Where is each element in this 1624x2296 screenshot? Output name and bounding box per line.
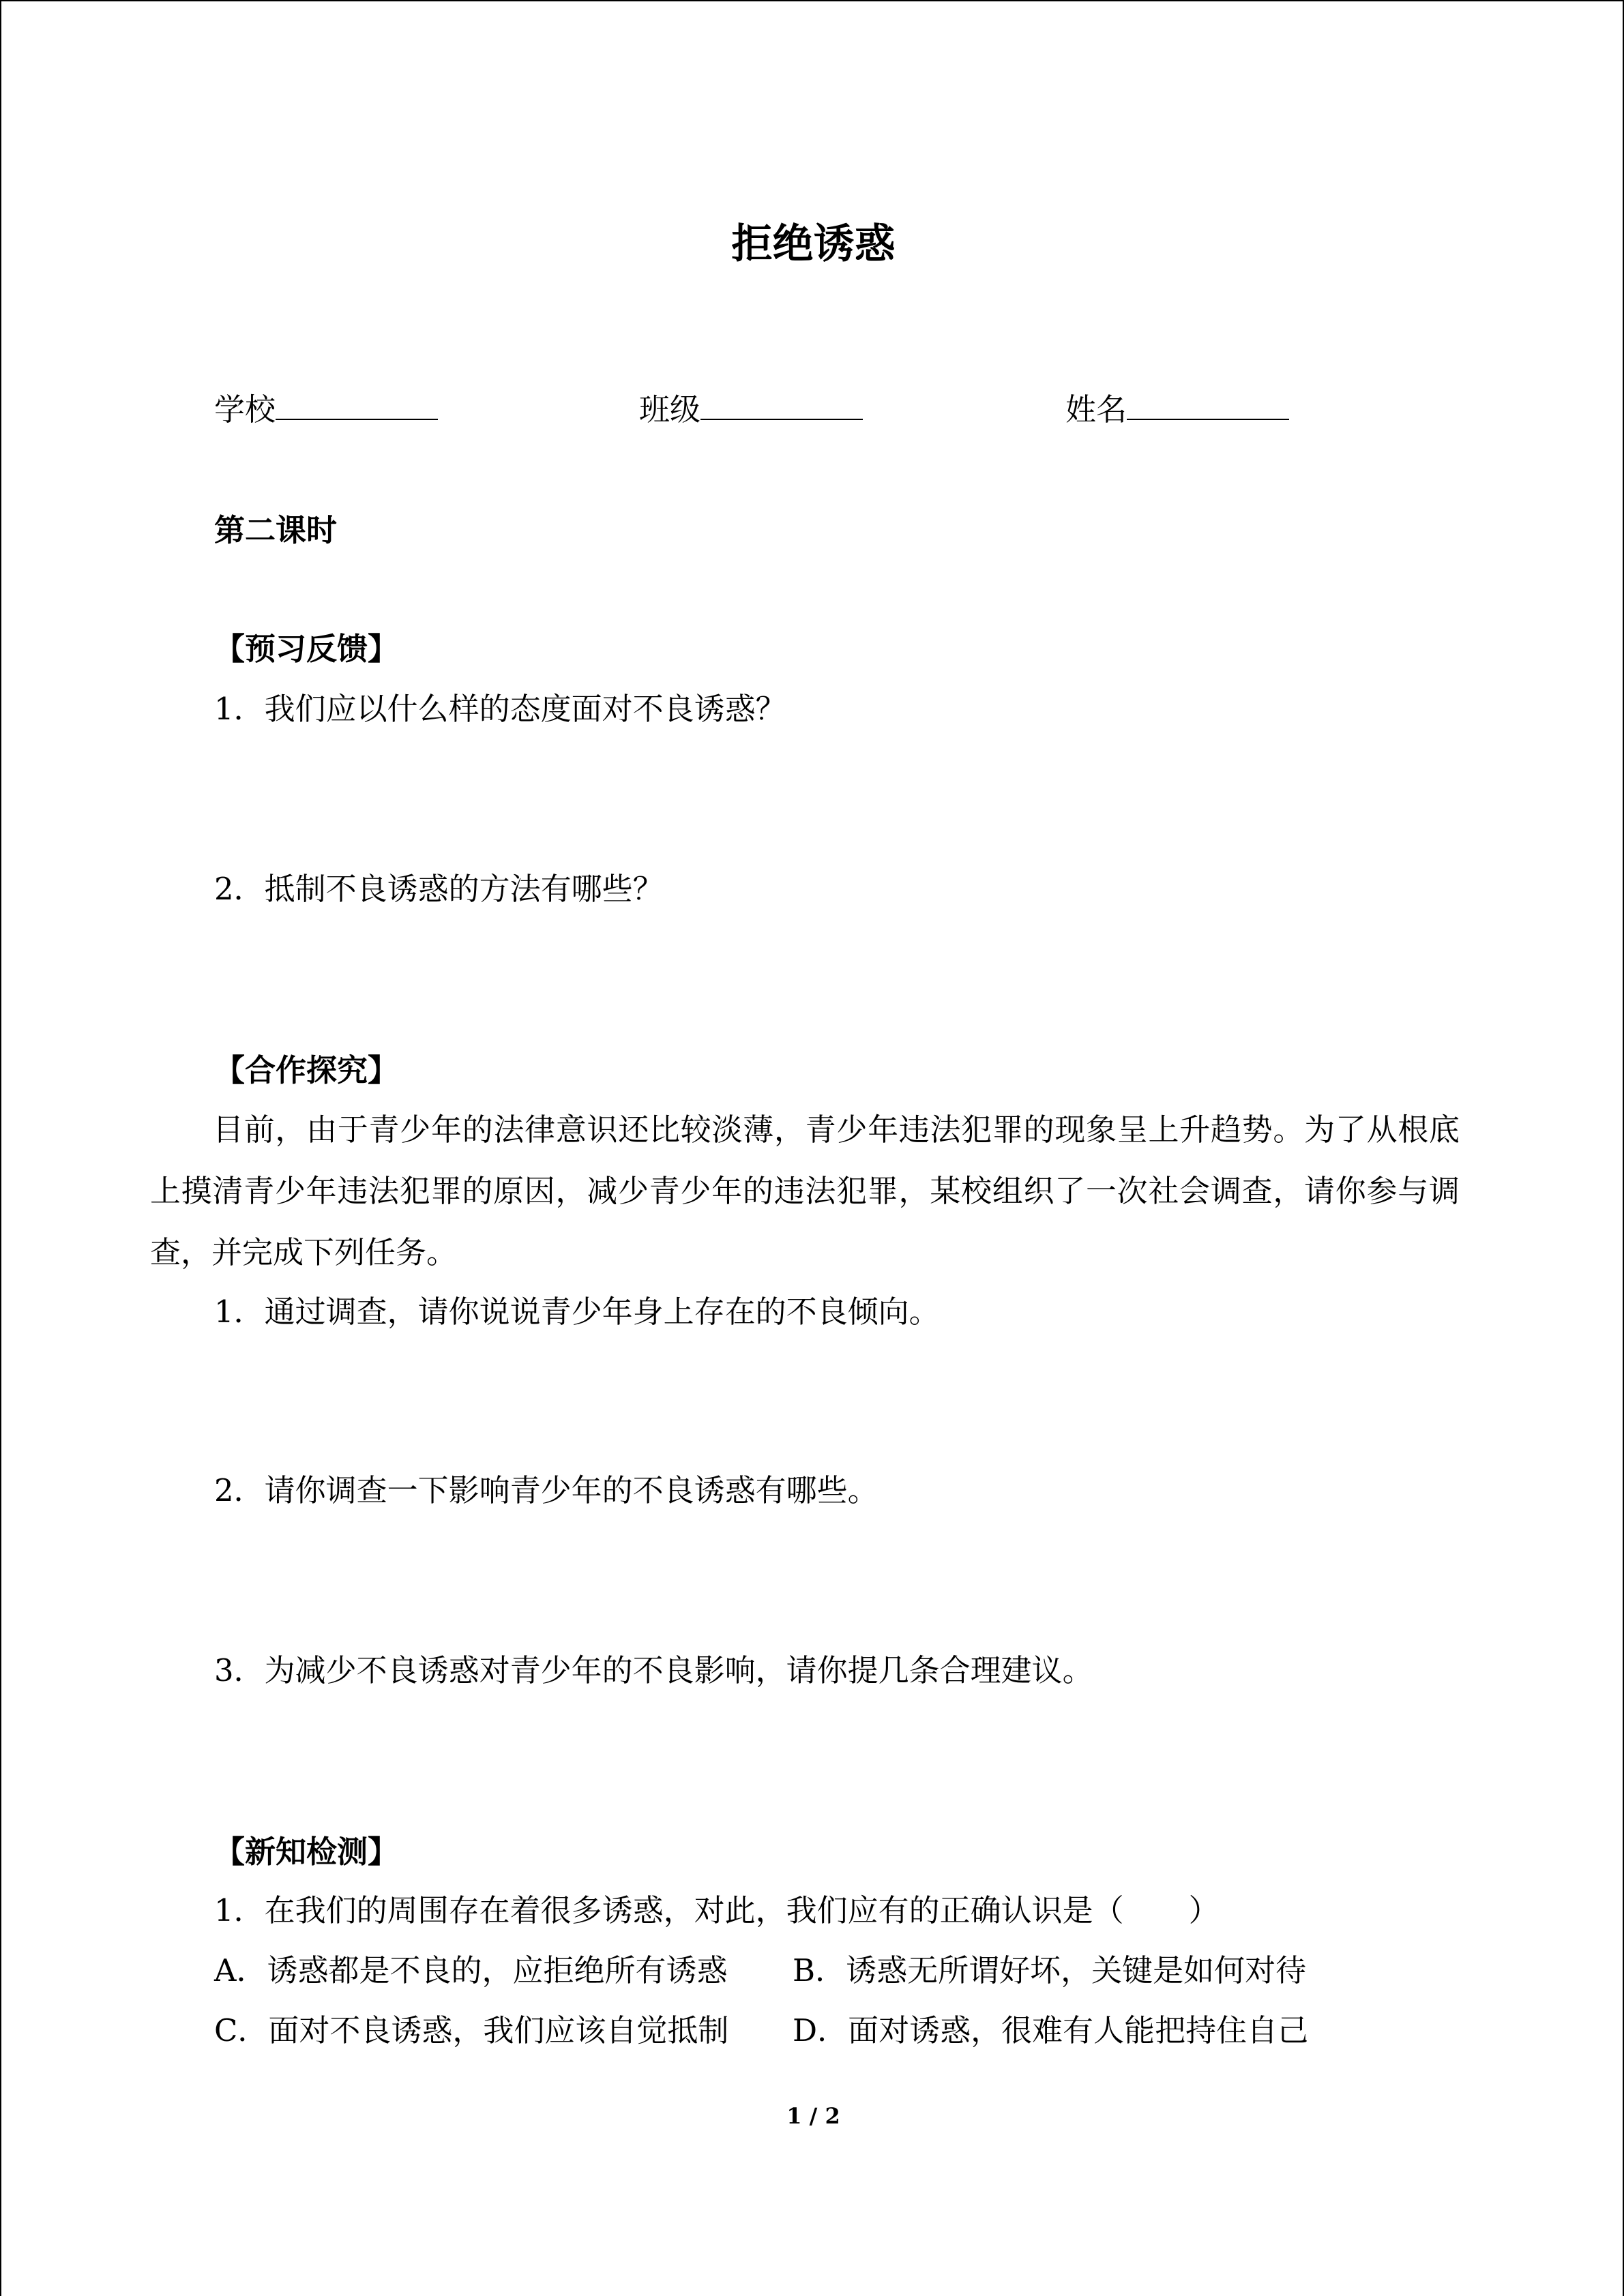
section-heading-coop: 【合作探究】 [214,1052,399,1088]
coop-question-2: 2．请你调查一下影响青少年的不良诱惑有哪些。 [214,1472,879,1508]
school-blank[interactable] [276,389,438,420]
page-number: 1 / 2 [786,2103,840,2129]
preview-question-1: 1．我们应以什么样的态度面对不良诱惑？ [214,691,786,727]
coop-question-3: 3．为减少不良诱惑对青少年的不良影响，请你提几条合理建议。 [214,1652,1093,1688]
preview-question-2: 2．抵制不良诱惑的方法有哪些？ [214,871,664,907]
school-field [214,389,438,430]
coop-question-1: 1．通过调查，请你说说青少年身上存在的不良倾向。 [214,1294,940,1330]
name-label: 姓名 [1065,391,1127,428]
check-question-1-close: ） [1188,1892,1220,1928]
section-heading-check: 【新知检测】 [214,1834,399,1870]
option-c: C．面对不良诱惑，我们应该自觉抵制 [214,2012,729,2048]
check-question-1-text: 1．在我们的周围存在着很多诱惑，对此，我们应有的正确认识是（ [214,1892,1124,1928]
option-d: D．面对诱惑，很难有人能把持住自己 [793,2012,1309,2048]
name-field [1065,389,1289,430]
name-blank[interactable] [1127,389,1289,420]
option-a: A．诱惑都是不良的，应拒绝所有诱惑 [214,1952,728,1988]
page-title: 拒绝诱惑 [731,220,896,268]
class-label: 班级 [639,391,701,428]
option-b: B．诱惑无所谓好坏，关键是如何对待 [793,1952,1307,1988]
section-heading-preview: 【预习反馈】 [214,631,399,667]
school-label: 学校 [214,391,276,428]
coop-paragraph: 目前，由于青少年的法律意识还比较淡薄，青少年违法犯罪的现象呈上升趋势。为了从根底上摸清青少年违法犯罪的原因，减少青少年的违法犯罪，某校组织了一次社会调查，请你参与调查，并完成下列任务。 [150,1112,1460,1270]
check-question-1 [214,1890,1220,1931]
class-field [639,389,863,430]
lesson-label: 第二课时 [214,512,338,548]
class-blank[interactable] [700,389,863,420]
